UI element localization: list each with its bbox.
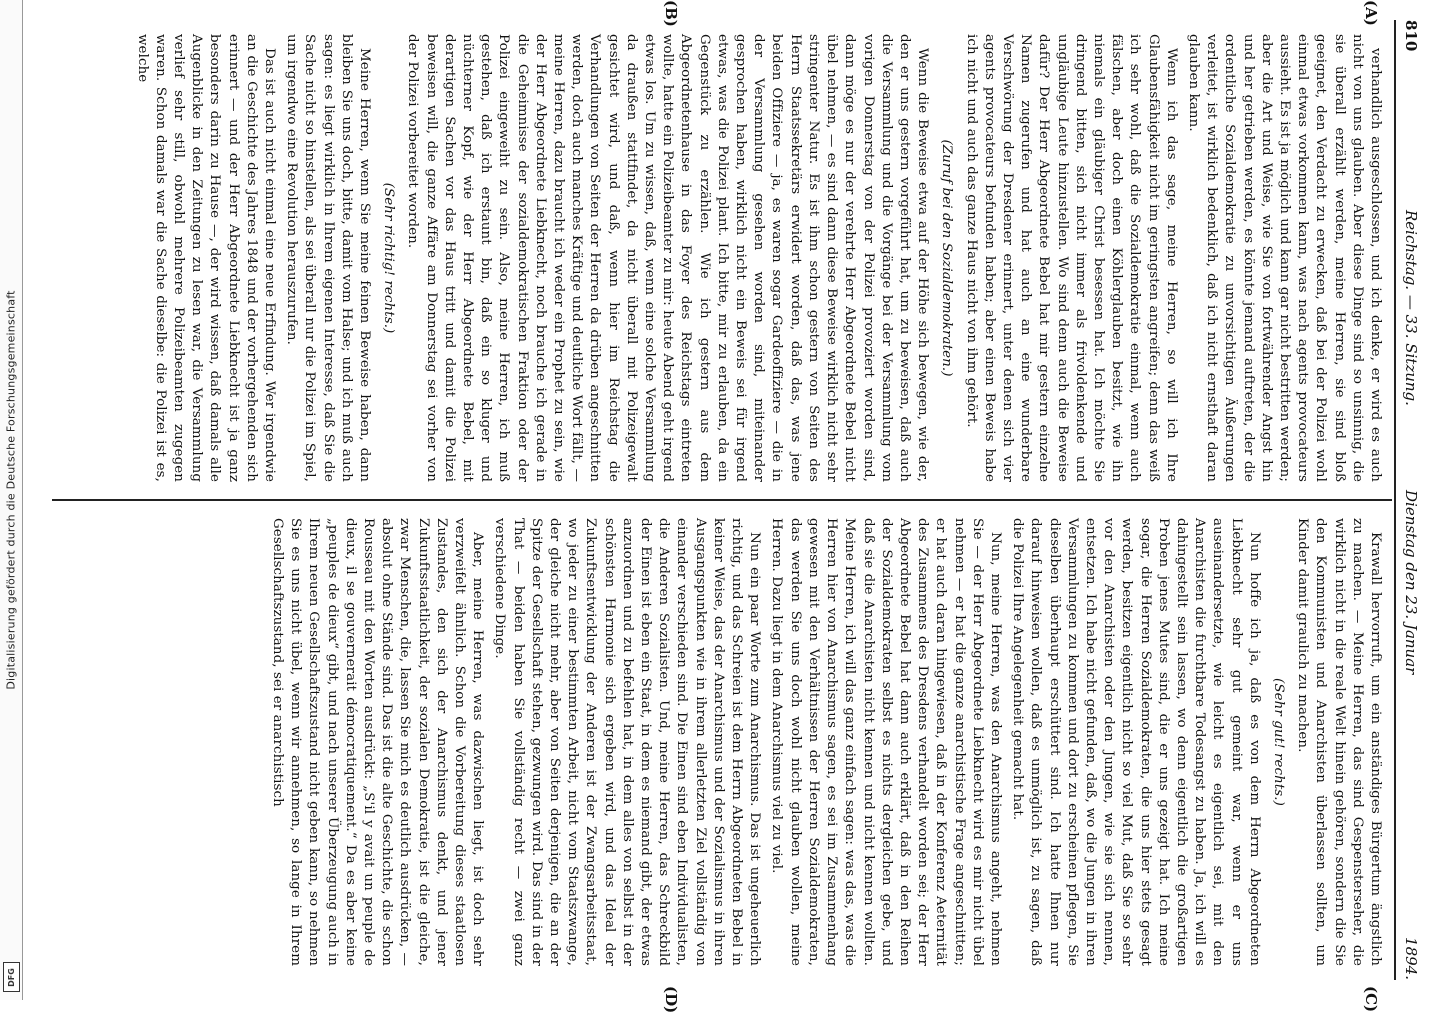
scanned-page-area: [40, 0, 1420, 1013]
paragraph: Krawall hervorruft, um ein anständiges Bürgertum ängstlich zu machen. — Meine Herren, das sind Gespensterseher, die wirklich nicht in die reale Welt hinein gehören, sondern die Sie den Kommunisten und Anarchisten überlassen sollten, um Kinder damit graulich zu machen.: [1295, 518, 1383, 966]
running-head: Reichstag. — 33. Sitzung.: [1402, 210, 1420, 406]
dfg-logo-icon: [3, 962, 20, 992]
paragraph: Wenn ich das sage, meine Herren, so will ich Ihre Glaubensfähigkeit nicht im geringsten angreifen; denn das weiß ich sehr wohl, daß die Sozialdemokratie einmal, wenn auch fälschen, aber doch einen Köhlerglauben besitzt, wie ihn niemals ein gläubiger Christ besessen hat. Ich möchte Sie dringend bitten, sich nicht immer als frivoldenkende und ungläubige Leute hinzustellen. Wo sind denn auch die Beweise dafür? Der Herr Abgeordnete Bebel hat mir gestern einzelne Namen zugerufen und hat auch an eine wunderbare Verschwörung der Dresdener erinnert, unter denen sich vier agents provocateurs befunden haben; aber einen Beweis habe ich nicht und auch das ganze Haus nicht von ihm gehört.: [963, 34, 1179, 482]
left-text-column: [128, 34, 1384, 482]
interjection: (Sehr richtig! rechts.): [381, 182, 397, 334]
attribution-text: Digitalisierung gefördert durch die Deutsche Forschungsgemeinschaft: [4, 290, 18, 690]
paragraph: Wenn die Beweise etwa auf der Höhe sich bewegen, wie der, den er uns gestern vorgeführt hat, um zu beweisen, daß auch die Versammlung und die Vorgänge bei der Versammlung vom vorigen Donnerstag von der Polizei provoziert worden sind, dann möge es nur der verehrte Herr Abgeordnete Bebel nicht übel nehmen, — es sind dann diese Beweise wirklich nicht sehr stringenter Natur. Es ist ihm schon gestern von Seiten des Herrn Staatssekretärs erwidert worden, daß das, was jene beiden Offiziere — ja, es waren sogar Gardeoffiziere — die in der Versammlung gesehen worden sind, miteinander gesprochen haben, wirklich nicht ein Beweis sei für irgend etwas, was die Polizei plant. Ich bitte, mir zu erlauben, da ein Gegenstück zu erzählen. Wie ich gestern aus dem Abgeordnetenhause in das Foyer des Reichstags eintreten wollte, hatte ein Polizeibeamter zu mir: heute Abend geht irgend etwas los. Um zu wissen, daß, wenn eine solche Versammlung da draußen stattfindet, da nicht überall mit Polizeigewalt gesichtet wird, und daß, wenn hier im Reichstag die Verhandlungen von Seiten der Herren da drüben angeschnitten werden, doch auch manches Kräftige und deutliche Wort fällt, — meine Herren, dazu braucht ich weder ein Prophet zu sein, wie der Herr Abgeordnete Liebknecht, noch brauche ich gerade in die Geheimnisse der sozialdemokratischen Fraktion oder der Polizei eingeweiht zu sein. Also, meine Herren, ich muß gestehen, daß ich erstaunt bin, daß ein so kluger und nüchterner Kopf, wie der Herr Abgeordnete Bebel, mit derartigen Sachen vor das Haus tritt und damit die Polizei beweisen will, die ganze Affäre am Donnerstag sei vorher von der Polizei vorbereitet worden.: [405, 34, 931, 483]
attribution-strip: [0, 0, 23, 1000]
interjection: (Zuruf bei den Sozialdemokraten.): [939, 139, 955, 377]
scanned-page: [40, 0, 1420, 1013]
page-number: 810: [1402, 20, 1420, 52]
paragraph: Aber, meine Herren, was dazwischen liegt, ist doch sehr verzweifelt ähnlich. Schon die Vorbereitung dieses staatlosen Zustandes, den sich der Anarchismus denkt, und jener Zukunftsstaatlichkeit, der sozialen Demokratie, ist die gleiche, zwar Menschen, die, lassen Sie mich es deutlich ausdrücken, — absolut ohne Stände sind. Das ist die alte Geschichte, die schon Rousseau mit den Worten ausdrückt: „S'il y avait un peuple de dieux, il se gouvernerait démocratiquement.“ Da es aber keine „peuples de dieux“ gibt, und nach unserer Überzeugung auch in Ihrem neuen Gesellschaftszustand nicht geben kann, so nehmen Sie es uns nicht übel, wenn wir annehmen, so lange in Ihrem Gesellschaftszustand, sei er anarchistisch: [270, 518, 486, 966]
session-date: Dienstag den 23. Januar: [1402, 490, 1420, 675]
margin-letter-c: (C): [1362, 986, 1380, 1013]
paragraph: Meine Herren, wenn Sie meine feinen Beweise haben, dann bleiben Sie uns doch, bitte, damit vom Halse; und ich muß auch sagen: es liegt wirklich in Ihrem eigenen Interesse, daß Sie die Sache nicht so hinstellen, als sei überall nur die Polizei im Spiel, um irgendwo eine Revolution herauszurufen.: [284, 34, 373, 482]
margin-letter-b: (B): [662, 0, 680, 27]
margin-letter-d: (D): [662, 986, 680, 1013]
margin-letter-a: (A): [1362, 0, 1380, 26]
interjection: (Sehr gut! rechts.): [1270, 678, 1286, 806]
session-year: 1894.: [1402, 937, 1420, 980]
header-rule: [1394, 20, 1396, 980]
paragraph: Nun, meine Herren, was den Anarchismus angeht, nehmen Sie — der Herr Abgeordnete Liebknecht wird es mir nicht übel nehmen — er hat die ganze anarchistische Frage angeschnitten; er hat auch daran hingewiesen, daß in der Konferenz Aeternität des Zusammens des Dresdens verhandelt worden sei; der Herr Abgeordnete Bebel hat dann auch erklärt, daß in den Reihen der Sozialdemokraten selbst es nichts dergleichen gebe, und daß sie die Anarchisten nicht kennen und nicht kennen wollten. Meine Herren, ich will das ganz einfach sagen: was das, was die Herren hier von Anarchismus sagen, es sei im Zusammenhang gewesen mit den Verhältnissen der Herren Sozialdemokraten, das werden Sie uns doch wohl nicht glauben wollen, meine Herren. Dazu liegt in dem Anarchismus viel zu viel.: [769, 518, 1003, 966]
paragraph: Nun hoffe ich ja, daß es von dem Herrn Abgeordneten Liebknecht sehr gut gemeint war, wenn er uns auseinandersetzte, wie leicht es eigentlich sei, mit den Anarchisten die furchtbare Todesangst zu haben. Ja, ich will es dahingestellt sein lassen, wo denn eigentlich die großartigen Proben jenes Mutes sind, die er uns gezeigt hat. Ich meine sogar, die Herren Sozialdemokraten, die uns hier stets gesagt werden, besitzen eigentlich nicht so viel Mut, daß Sie so sehr vor den Anarchisten oder den Jungen, wie sie sich nennen, entsetzen. Ich habe nicht gefunden, daß, wo die Jungen in ihren Versammlungen zu kommen und dort zu erscheinen pflegen, Sie dieselben überhaupt erschüttert sind. Ich hatte Ihnen nur darauf hinweisen wollen, daß es unmöglich ist, zu sagen, daß die Polizei Ihre Angelegenheit gemacht hat.: [1010, 518, 1262, 966]
paragraph: Nun ein paar Worte zum Anarchismus. Das ist ungeheuerlich richtig, und das Schreien ist dem Herrn Abgeordneten Bebel in keiner Weise, das der Anarchismus und der Sozialismus in ihren Ausgangspunkten wie in ihrem allerletzten Ziel vollständig von einander verschieden sind. Die Einen sind eben Individualisten, die Anderen Sozialisten. Und, meine Herren, das Schreckbild der Einen ist eben ein Staat, in dem es niemand gibt, der etwas anzuordnen und zu befehlen hat, in dem alles von selbst in der schönsten Harmonie sich ergeben wird, und das Ideal der Zukunftsentwicklung der Anderen ist der Zwangsarbeitsstaat, wo jeder zu einer bestimmten Arbeit, nicht vom Staatszwange, der gleiche nicht mehr, aber von Seiten derjenigen, die an der Spitze der Gesellschaft stehen, gezwungen wird. Das sind in der That — beiden haben Sie vollständig recht — zwei ganz verschiedene Dinge.: [492, 518, 763, 966]
paragraph: Das ist auch nicht einmal eine neue Erfindung. Wer irgendwie an die Geschichte des Jahres 1848 und der vorhergehenden sich erinnert — und der Herr Abgeordnete Liebknecht ist ja ganz besonders darin zu Hause —, der wird wissen, daß damals alle Augenblicke in den Zeitungen zu lesen war, die Versammlung verlief sehr still, obwohl mehrere Polizeibeamten zugegen waren. Schon damals war die Sache dieselbe: die Polizei ist es, welche: [134, 34, 278, 482]
column-divider: [52, 499, 1392, 501]
paragraph: verhandlich ausgeschlossen, und ich denke, er wird es auch nicht von uns glauben. Aber diese Dinge sind so unsinnig, die sie überall erzählt werden, meine Herren, sie sind bloß geeignet, den Verdacht zu erwecken, daß bei der Polizei wohl einmal etwas vorkommen kann, was nach agents provocateurs aussieht. Es ist ja möglich und kann gar nicht bestritten werden; aber die Art und Weise, wie Sie von fortwährender Angst hin und her getrieben werden, es könnte jemand auftreten, der die ordentliche Sozialdemokratie zu unvorsichtigen Äußerungen verleitet, ist wirklich bedenklich, daß ich nicht ernsthaft daran glauben kann.: [1185, 34, 1383, 482]
right-text-column: [264, 518, 1384, 966]
dfg-logo-text: DFG: [7, 967, 17, 987]
